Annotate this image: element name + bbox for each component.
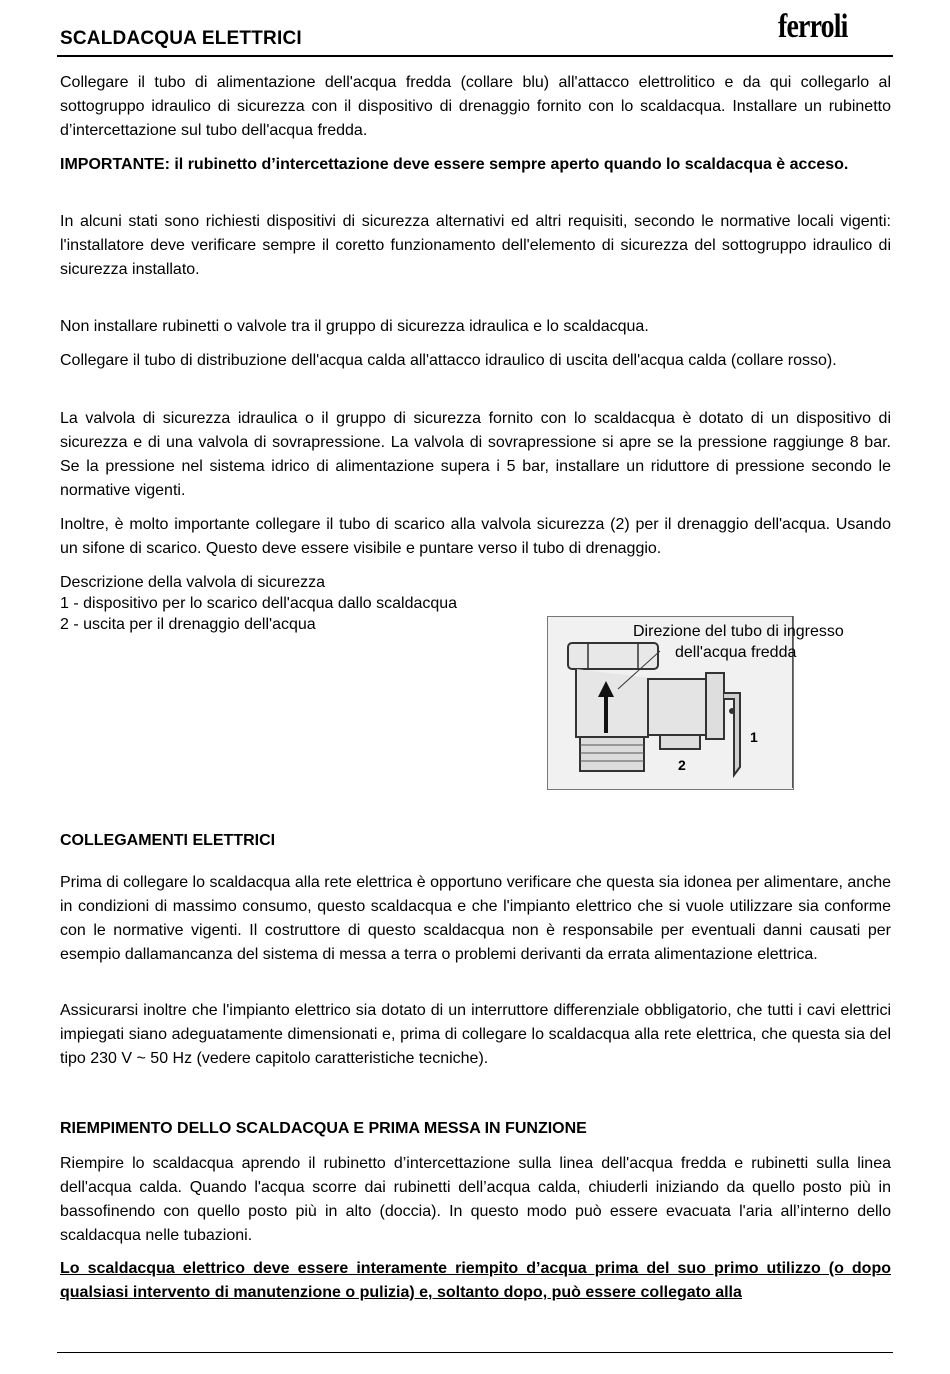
valve-description [60,572,457,635]
heading-electrical-connections: COLLEGAMENTI ELETTRICI [60,832,276,849]
figure-caption-line-2: dell'acqua fredda [675,644,797,661]
paragraph-no-valves: Non installare rubinetti o valvole tra il gruppo di sicurezza idraulica e lo scaldacqua. [60,318,649,335]
page-header-title: SCALDACQUA ELETTRICI [60,28,302,49]
paragraph-drain-pipe: Inoltre, è molto importante collegare il tubo di scarico alla valvola sicurezza (2) per il drenaggio dell'acqua. Usando un sifone di scarico. Questo deve essere visibile e puntare verso il tubo di drenaggio. [60,516,891,557]
paragraph-hot-water-connection: Collegare il tubo di distribuzione dell'acqua calda all'attacco idraulico di uscita dell'acqua calda (collare rosso). [60,352,837,369]
footer-divider [57,1352,893,1353]
paragraph-cold-water-connection: Collegare il tubo di alimentazione dell'acqua fredda (collare blu) all'attacco elettrolitico e da qui collegarlo al sottogruppo idraulico di sicurezza con il dispositivo di drenaggio fornito con lo scaldacqua. Installare un rubinetto d’intercettazione sul tubo dell'acqua fredda. [60,74,891,139]
header-divider [57,55,893,57]
figure-label-1: 1 [750,729,758,745]
figure-caption-line-1: Direzione del tubo di ingresso [633,623,844,640]
paragraph-electrical-requirements: Assicurarsi inoltre che l'impianto elettrico sia dotato di un interruttore differenziale obbligatorio, che tutti i cavi elettrici impiegati siano adeguatamente dimensionati e, prima di collegare lo scaldacqua alla rete elettrica, che questa sia del tipo 230 V ~ 50 Hz (vedere capitolo caratteristiche tecniche). [60,1002,891,1067]
paragraph-filling-warning: Lo scaldacqua elettrico deve essere interamente riempito d’acqua prima del suo primo utilizzo (o dopo qualsiasi intervento di manutenzione o pulizia) e, soltanto dopo, può essere collegato alla [60,1260,891,1301]
paragraph-electrical-check: Prima di collegare lo scaldacqua alla rete elettrica è opportuno verificare che questa sia idonea per alimentare, anche in condizioni di massimo consumo, questo scaldacqua e che l'impianto elettrico che si vuole utilizzare sia conforme con le normative vigenti. Il costruttore di questo scaldacqua non è responsabile per eventuali danni causati per esempio dallamancanza del sistema di messa a terra o problemi derivanti da errata alimentazione elettrica. [60,874,891,963]
paragraph-important-notice: IMPORTANTE: il rubinetto d’intercettazione deve essere sempre aperto quando lo scaldacqua è acceso. [60,156,849,173]
paragraph-safety-valve: La valvola di sicurezza idraulica o il gruppo di sicurezza fornito con lo scaldacqua è dotato di un dispositivo di sicurezza e di una valvola di sovrapressione. La valvola di sovrapressione si apre se la pressione raggiunge 8 bar. Se la pressione nel sistema idrico di alimentazione supera i 5 bar, installare un riduttore di pressione secondo le normative vigenti. [60,410,891,499]
figure-label-2: 2 [678,757,686,773]
ferroli-logo: ferroli [778,8,848,45]
paragraph-filling-procedure: Riempire lo scaldacqua aprendo il rubinetto d’intercettazione sulla linea dell'acqua fredda e rubinetti sulla linea dell'acqua calda. Quando l'acqua scorre dai rubinetti dell’acqua calda, chiuderli iniziando da quello posto più in bassofinendo con quello posto più in alto (doccia). In questo modo può essere evacuata l'aria all’interno dello scaldacqua nelle tubazioni. [60,1155,891,1244]
paragraph-safety-devices: In alcuni stati sono richiesti dispositivi di sicurezza alternativi ed altri requisiti, secondo le normative locali vigenti: l'installatore deve verificare sempre il coretto funzionamento dell'elemento di sicurezza del sottogruppo idraulico di sicurezza installato. [60,213,891,278]
heading-filling-first-start: RIEMPIMENTO DELLO SCALDACQUA E PRIMA MESSA IN FUNZIONE [60,1120,587,1137]
valve-description-title: Descrizione della valvola di sicurezza [60,574,326,591]
valve-description-item-2: 2 - uscita per il drenaggio dell'acqua [60,616,316,633]
valve-description-item-1: 1 - dispositivo per lo scarico dell'acqua dallo scaldacqua [60,595,458,612]
